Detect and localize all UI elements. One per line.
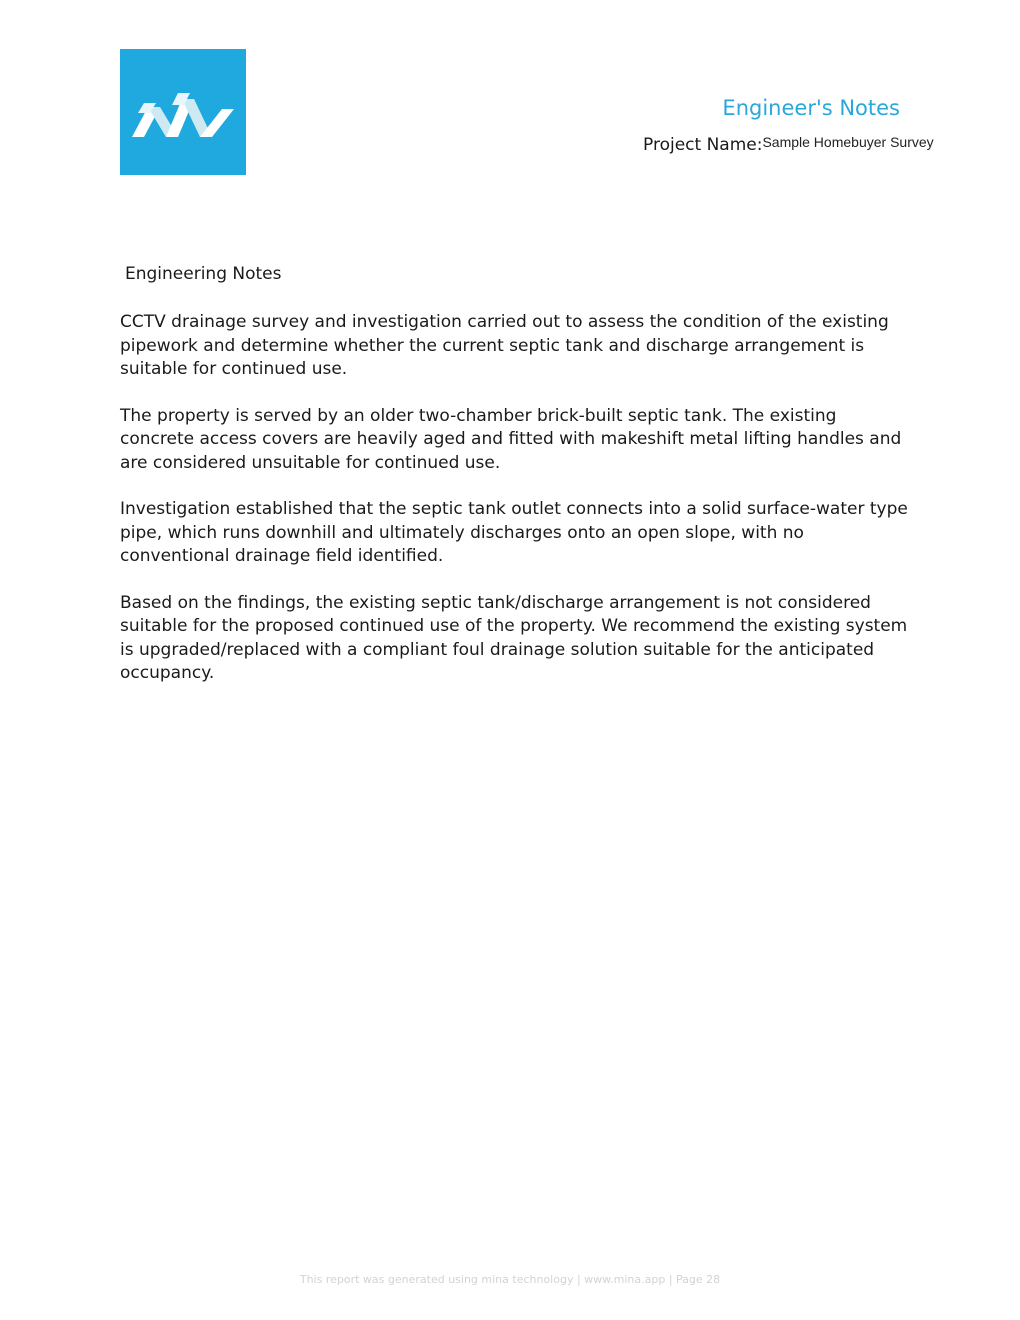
page-title: Engineer's Notes (722, 96, 900, 120)
mina-logo-icon (120, 49, 246, 175)
section-heading: Engineering Notes (125, 264, 282, 284)
page-footer: This report was generated using mina technology | www.mina.app | Page 28 (299, 1273, 721, 1286)
project-name-value: Sample Homebuyer Survey (762, 134, 934, 150)
notes-paragraph: The property is served by an older two-chamber brick-built septic tank. The existing concrete access covers are heavily aged and fitted with makeshift metal lifting handles and are considered unsuitable for continued use. (120, 405, 902, 473)
company-logo (120, 49, 246, 175)
engineering-notes-body (120, 311, 910, 709)
notes-paragraph: Based on the findings, the existing septic tank/discharge arrangement is not considered suitable for the proposed continued use of the property. We recommend the existing system is upgraded/replaced with a compliant foul drainage solution suitable for the anticipated occupancy. (120, 592, 908, 683)
project-name-line (643, 134, 934, 155)
project-name-label: Project Name: (643, 135, 763, 155)
notes-paragraph: CCTV drainage survey and investigation carried out to assess the condition of the existing pipework and determine whether the current septic tank and discharge arrangement is suitable for continued use. (120, 312, 889, 379)
notes-paragraph: Investigation established that the septic tank outlet connects into a solid surface-water type pipe, which runs downhill and ultimately discharges onto an open slope, with no conventional drainage field identified. (120, 499, 908, 566)
